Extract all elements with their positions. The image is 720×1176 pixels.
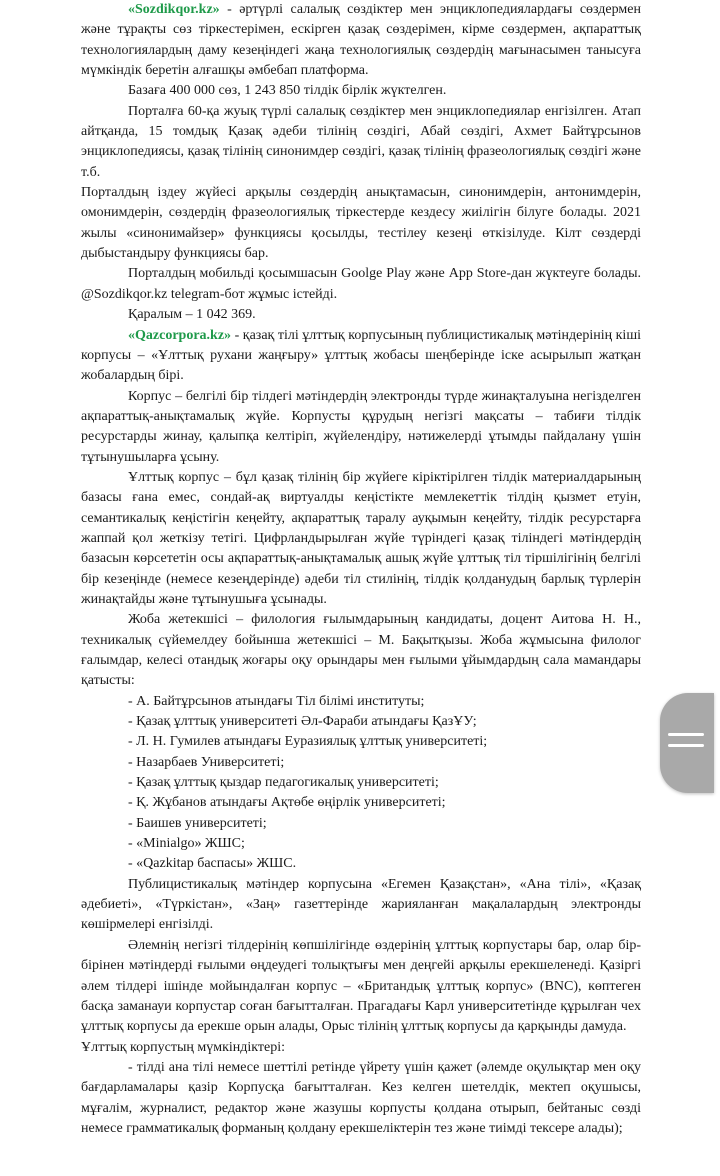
paragraph-search-system: Порталдың іздеу жүйесі арқылы сөздердің анықтамасын, синонимдерін, антонимдерін, омонимдерін, сөздердің фразеологиялық тіркестерде кездесу жиілігін білуге болады. 2021 жылы «синонимайзер» функциясы қосылды, тестілеу кезеңі өткізілуде. Кілт сөздерді дыбыстандыру функциясы бар. (81, 185, 641, 262)
list-item: - Баишев университеті; (128, 815, 267, 831)
paragraph-national-corpus: Ұлттық корпус – бұл қазақ тілінің бір жүйеге кіріктірілген тілдік материалдарының базасы ғана емес, сондай-ақ виртуалды кеңістікте мемлекеттік тілдің қызмет етуін, семантикалық кеңістігін кеңейту, ақпараттық таралу ауқымын кеңейту, тілдік ресурстарға жаппай қол жеткізу тетігі. Цифрландырылған жүйе түріндегі қазақ тіліндегі мәтіндердің базасын көрсететін осы ақпараттық-анықтамалық ашық жүйе ұлттық тіл тіршілігінің белгілі бір кезеңінде (немесе кезеңдерінде) әдеби тіл стилінің, тілдік қолданудың барлық түрлерін жинақтайды және тұтынушыға ұсынады. (81, 469, 641, 607)
grip-line-icon (668, 744, 704, 747)
paragraph-dictionaries: Порталға 60-қа жуық түрлі салалық сөздіктер мен энциклопедиялар енгізілген. Атап айтқанда, 15 томдық Қазақ әдеби тілінің сөздігі, Абай сөздігі, Ахмет Байтұрсынов энциклопедиясы, қазақ тілінің синонимдер сөздігі, қазақ тілінің фразеологиялық сөздігі және т.б. (81, 103, 641, 180)
document-page (81, 0, 641, 1139)
paragraph-mobile-app: Порталдың мобильді қосымшасын Goolge Play және App Store-дан жүктеуге болады. @Sozdikqor.kz telegram-бот жұмыс істейді. (81, 266, 641, 302)
scroll-handle[interactable] (660, 693, 714, 793)
list-item: - Қазақ ұлттық университеті Әл-Фараби атындағы ҚазҰУ; (128, 714, 477, 730)
paragraph-capabilities-heading: Ұлттық корпустың мүмкіндіктері: (81, 1039, 285, 1055)
paragraph-corpus-definition: Корпус – белгілі бір тілдегі мәтіндердің электронды түрде жинақталуына негізделген ақпараттық-анықтамалық жүйе. Корпусты құрудың негізгі мақсаты – табиғи тілдік ресурстарды жинау, қалыпқа келтіріп, жүйелендіру, нәтижелерді ұтымды пайдалану үшін тұтынушыларға ұсыну. (81, 388, 641, 465)
list-item: - Қазақ ұлттық қыздар педагогикалық университеті; (128, 775, 439, 791)
list-item: - Назарбаев Университеті; (128, 754, 285, 770)
paragraph-project-lead: Жоба жетекшісі – филология ғылымдарының кандидаты, доцент Аитова Н. Н., техникалық сүйемелдеу бойынша жетекшісі – М. Бақытқызы. Жоба жұмысына филолог ғалымдар, келесі отандық жоғары оқу орындары мен ғылыми ұйымдардың сала мамандары қатысты: (81, 612, 641, 689)
paragraph-world-corpora: Әлемнің негізгі тілдерінің көпшілігінде өздерінің ұлттық корпустары бар, олар бір-бірінен мәтіндерді ғылыми өңдеудегі толықтығы мен деңгейі арқылы ерекшеленеді. Қазіргі әлем тілдері ішінде мойындалған корпус – «Британдық ұлттық корпус» (BNC), көптеген басқа заманауи корпустар соған бағытталған. Прагадағы Карл университетінде құрылған чех ұлттық корпусы да ерекше орын алады, Орыс тілінің ұлттық корпусы да қарқынды дамуда. (81, 937, 641, 1035)
paragraph-capability-item: - тілді ана тілі немесе шеттілі ретінде үйрету үшін қажет (әлемде оқулықтар мен оқу бағдарламалары қазір Корпусқа бағытталған. Кез келген шетелдік, мектеп оқушысы, мұғалім, журналист, редактор және жазушы корпусты қолдана отырып, бейтаныс сөзді немесе грамматикалық форманың қолдану ерекшеліктерін тез және тиімді тексере алады); (81, 1059, 641, 1136)
paragraph-qazcorpora: «Qazcorpora.kz» - қазақ тілі ұлттық корпусының публицистикалық мәтіндерінің кіші корпусы – «Ұлттық рухани жаңғыру» ұлттық жобасы шеңберінде іске асырылып жатқан жобалардың бірі. (81, 327, 641, 384)
list-item: - Л. Н. Гумилев атындағы Еуразиялық ұлттық университеті; (128, 734, 488, 750)
paragraph-publicistic-corpus: Публицистикалық мәтіндер корпусына «Егемен Қазақстан», «Ана тілі», «Қазақ әдебиеті», «Түркістан», «Заң» газеттерінде жарияланған мақалалардың электронды көшірмелері енгізілді. (81, 876, 641, 933)
site-name-sozdikqor: «Sozdikqor.kz» (128, 2, 220, 17)
site-name-qazcorpora: «Qazcorpora.kz» (128, 327, 232, 343)
list-item: - А. Байтұрсынов атындағы Тіл білімі институты; (128, 693, 425, 709)
grip-line-icon (668, 733, 704, 736)
paragraph-views: Қаралым – 1 042 369. (128, 307, 256, 323)
list-item: - «Qazkitap баспасы» ЖШС. (128, 856, 297, 872)
paragraph-sozdikqor: «Sozdikqor.kz» - әртүрлі салалық сөздіктер мен энциклопедиялардағы сөздермен және тұрақты сөз тіркестерімен, ескірген қазақ сөздерімен, кірме сөздермен, ақпараттық технологиялардың даму кезеңіндегі жаңа технологиялық сөздердің мағынасымен танысуға мүмкіндік беретін алғашқы әмбебап платформа. (81, 2, 641, 79)
list-item: - «Minialgo» ЖШС; (128, 836, 245, 852)
paragraph-base-size: Базаға 400 000 сөз, 1 243 850 тілдік бірлік жүктелген. (128, 83, 447, 99)
list-item: - Қ. Жұбанов атындағы Ақтөбе өңірлік университеті; (128, 795, 446, 811)
